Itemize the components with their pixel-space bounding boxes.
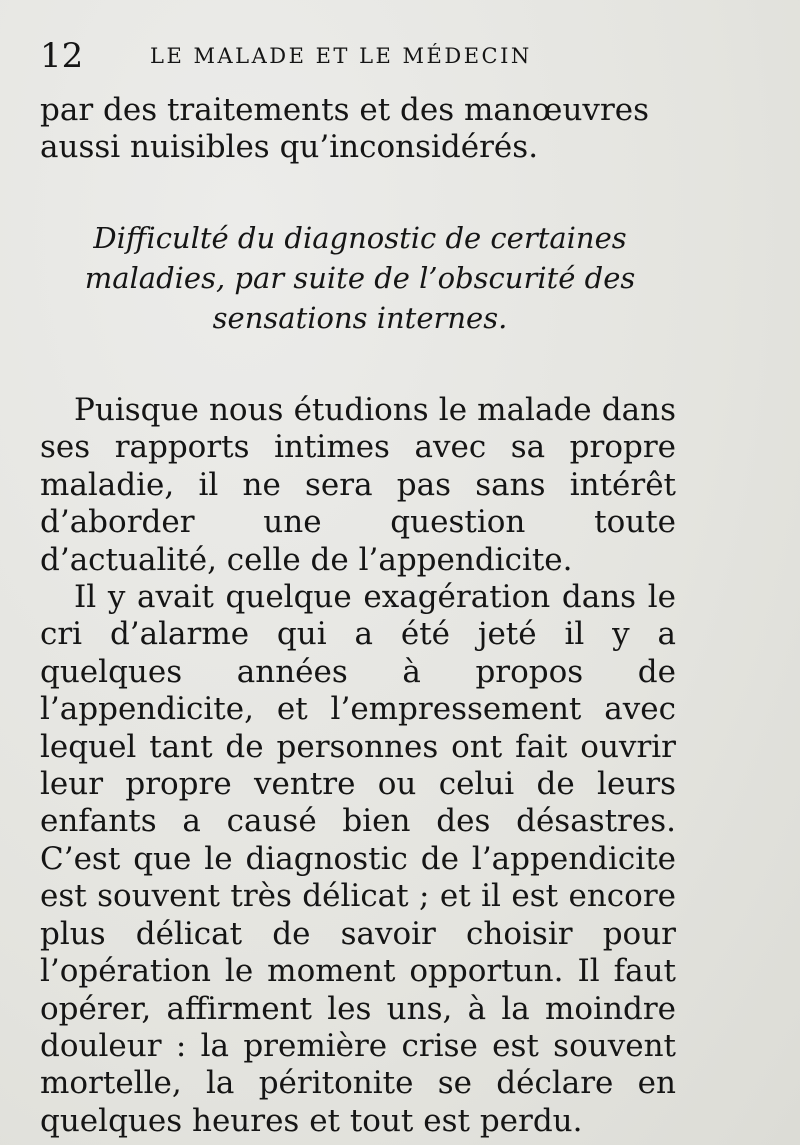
body-text xyxy=(40,392,676,1140)
paragraph-1: Puisque nous étudions le malade dans ses rapports intimes avec sa propre maladie, il ne sera pas sans intérêt d’aborder une question toute d’actualité, celle de l’appendicite. xyxy=(40,392,676,578)
continuation-paragraph: par des traitements et des manœuvres aussi nuisibles qu’inconsidérés. xyxy=(40,92,650,166)
section-title: Difficulté du diagnostic de certaines maladies, par suite de l’obscurité des sensations internes. xyxy=(84,221,636,335)
paragraph-2: Il y avait quelque exagération dans le cri d’alarme qui a été jeté il y a quelques années à propos de l’appendicite, et l’empressement avec lequel tant de personnes ont fait ouvrir leur propre ventre ou celui de leurs enfants a causé bien des désastres. C’est que le diagnostic de l’appendicite est souvent très délicat ; et il est encore plus délicat de savoir choisir pour l’opération le moment opportun. Il faut opérer, affirment les uns, à la moindre douleur : la première crise est souvent mortelle, la péritonite se déclare en quelques heures et tout est perdu. xyxy=(40,579,676,1139)
running-title: LE MALADE ET LE MÉDECIN xyxy=(150,44,532,68)
continuation-text xyxy=(40,92,676,167)
page-number: 12 xyxy=(40,36,84,76)
page-header xyxy=(40,32,760,80)
